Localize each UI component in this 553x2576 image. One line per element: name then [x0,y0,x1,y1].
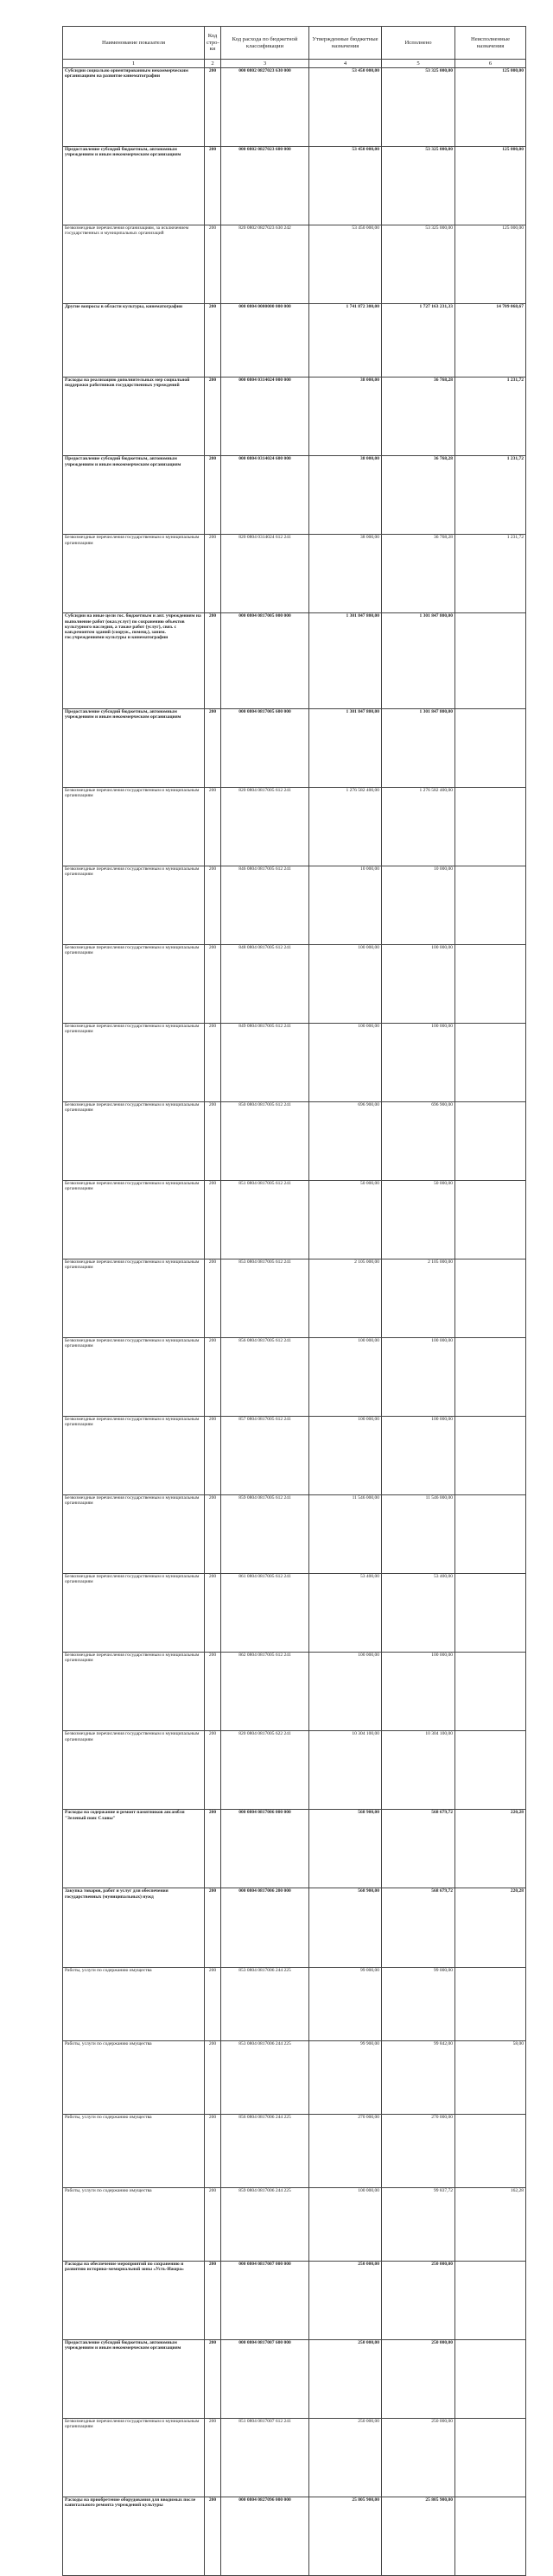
table-row [63,2114,526,2187]
row-executed-cell: 36 768,28 [382,378,455,456]
table-row [63,1259,526,1337]
row-approved-cell: 38 000,00 [309,456,382,535]
row-approved-cell: 568 900,00 [309,1810,382,1888]
row-executed-cell: 2 105 000,00 [382,1259,455,1337]
row-name-cell: Безвозмездные перечисления государственным и муниципальным организациям [63,944,205,1023]
row-approved-cell: 100 000,00 [309,944,382,1023]
row-name-cell: Закупка товаров, работ и услуг для обеспечения государственных (муниципальных) нужд [63,1888,205,1967]
row-name-cell: Безвозмездные перечисления государственным и муниципальным организациям [63,1023,205,1101]
row-expense-code-cell: 000 0804 0817005 000 000 [221,613,309,708]
column-number: 1 [63,60,205,68]
row-executed-cell: 100 000,00 [382,1338,455,1417]
row-expense-code-cell: 820 0804 0314024 612 241 [221,535,309,613]
table-row [63,1417,526,1495]
table-row [63,2497,526,2575]
table-row [63,535,526,613]
row-line-code-cell: 200 [205,1180,221,1259]
row-executed-cell: 250 000,00 [382,2418,455,2497]
row-approved-cell: 100 000,00 [309,1338,382,1417]
row-approved-cell: 11 546 000,00 [309,1495,382,1574]
row-name-cell: Работы, услуги по содержанию имущества [63,2187,205,2261]
row-approved-cell: 25 805 900,00 [309,2497,382,2575]
row-line-code-cell: 200 [205,944,221,1023]
row-executed-cell: 99 000,00 [382,1967,455,2040]
row-expense-code-cell: 820 0804 0817005 622 241 [221,1731,309,1810]
row-line-code-cell: 200 [205,1574,221,1653]
table-row [63,1180,526,1259]
row-expense-code-cell: 862 0804 0817005 612 241 [221,1653,309,1731]
row-approved-cell: 99 000,00 [309,1967,382,2040]
row-executed-cell: 36 768,28 [382,456,455,535]
row-executed-cell: 25 805 900,00 [382,2497,455,2575]
row-remaining-cell [455,1101,526,1180]
row-expense-code-cell: 853 0804 0817005 612 241 [221,1259,309,1337]
row-remaining-cell [455,2497,526,2575]
column-number: 3 [221,60,309,68]
row-remaining-cell [455,1259,526,1337]
row-line-code-cell: 200 [205,613,221,708]
row-approved-cell: 1 741 872 300,00 [309,304,382,378]
row-remaining-cell: 125 000,00 [455,68,526,147]
row-remaining-cell [455,2418,526,2497]
row-line-code-cell: 200 [205,2497,221,2575]
row-approved-cell: 10 000,00 [309,866,382,944]
row-name-cell: Безвозмездные перечисления государственным и муниципальным организациям [63,1338,205,1417]
row-name-cell: Расходы на приобретение оборудования для вводимых после капитального ремонта учреждений культуры [63,2497,205,2575]
row-name-cell: Расходы на содержание и ремонт памятников ансамбля "Зеленый пояс Славы" [63,1810,205,1888]
table-row [63,1338,526,1417]
row-expense-code-cell: 000 0804 0817005 600 000 [221,708,309,787]
row-remaining-cell [455,1023,526,1101]
row-expense-code-cell: 856 0804 0817006 244 225 [221,2114,309,2187]
row-expense-code-cell: 861 0804 0817005 612 241 [221,1574,309,1653]
row-name-cell: Расходы на обеспечение мероприятий по сохранению и развитию историко-мемориальной зоны «Усть-Ижора» [63,2261,205,2339]
row-expense-code-cell: 856 0804 0817005 612 241 [221,1338,309,1417]
row-expense-code-cell: 849 0804 0817005 612 241 [221,1023,309,1101]
row-remaining-cell: 58,00 [455,2040,526,2114]
row-name-cell: Предоставление субсидий бюджетным, автономным учреждениям и иным некоммерческим организациям [63,147,205,225]
row-executed-cell: 53 400,00 [382,1574,455,1653]
row-line-code-cell: 200 [205,378,221,456]
row-line-code-cell: 200 [205,1259,221,1337]
table-row [63,2418,526,2497]
table-row [63,225,526,304]
table-row [63,1888,526,1967]
row-line-code-cell: 200 [205,2418,221,2497]
row-expense-code-cell: 850 0804 0817005 612 241 [221,1101,309,1180]
row-name-cell: Безвозмездные перечисления государственным и муниципальным организациям [63,1495,205,1574]
row-executed-cell: 100 000,00 [382,1417,455,1495]
row-executed-cell: 50 000,00 [382,1180,455,1259]
row-expense-code-cell: 846 0804 0817005 612 241 [221,866,309,944]
row-expense-code-cell: 851 0804 0817007 612 241 [221,2418,309,2497]
row-executed-cell: 53 325 000,00 [382,147,455,225]
row-executed-cell: 36 768,28 [382,535,455,613]
row-name-cell: Безвозмездные перечисления государственным и муниципальным организациям [63,787,205,866]
row-line-code-cell: 200 [205,1495,221,1574]
row-line-code-cell: 200 [205,1101,221,1180]
row-remaining-cell: 1 231,72 [455,456,526,535]
table-row [63,147,526,225]
row-approved-cell: 270 000,00 [309,2114,382,2187]
row-approved-cell: 696 900,00 [309,1101,382,1180]
header-line-code: Код стро-ки [205,27,221,60]
row-line-code-cell: 200 [205,1653,221,1731]
row-approved-cell: 1 301 847 800,00 [309,708,382,787]
row-name-cell: Субсидии на иные цели гос. бюджетным и авт. учреждениям на выполнение работ (оказ.услуг) по сохранению объектов культурного наследия, а также работ (услуг), связ. с кап.ремонтом зданий (сооруж., помещ.), заним. гос.учреждениями культуры и кинематографии [63,613,205,708]
row-approved-cell: 2 105 000,00 [309,1259,382,1337]
row-approved-cell: 53 450 000,00 [309,147,382,225]
row-remaining-cell: 14 709 068,67 [455,304,526,378]
header-executed: Исполнено [382,27,455,60]
row-executed-cell: 1 301 847 800,00 [382,708,455,787]
row-expense-code-cell: 000 0804 0314024 600 000 [221,456,309,535]
row-remaining-cell [455,1495,526,1574]
column-number: 5 [382,60,455,68]
row-executed-cell: 53 325 000,00 [382,225,455,304]
row-name-cell: Предоставление субсидий бюджетным, автономным учреждениям и иным некоммерческим организациям [63,456,205,535]
row-line-code-cell: 200 [205,1810,221,1888]
row-line-code-cell: 200 [205,1023,221,1101]
row-remaining-cell [455,787,526,866]
column-number-row [63,60,526,68]
row-expense-code-cell: 853 0804 0817006 244 225 [221,1967,309,2040]
row-name-cell: Безвозмездные перечисления государственным и муниципальным организациям [63,1101,205,1180]
header-remaining: Неисполненные назначения [455,27,526,60]
row-remaining-cell [455,613,526,708]
row-executed-cell: 568 679,72 [382,1888,455,1967]
row-line-code-cell: 200 [205,535,221,613]
report-page [62,26,525,2576]
row-approved-cell: 250 000,00 [309,2261,382,2339]
row-name-cell: Безвозмездные перечисления государственным и муниципальным организациям [63,2418,205,2497]
row-approved-cell: 100 000,00 [309,1417,382,1495]
row-name-cell: Безвозмездные перечисления государственным и муниципальным организациям [63,1653,205,1731]
table-row [63,1495,526,1574]
row-executed-cell: 99 837,72 [382,2187,455,2261]
column-number: 2 [205,60,221,68]
row-line-code-cell: 200 [205,2261,221,2339]
table-row [63,2040,526,2114]
row-name-cell: Работы, услуги по содержанию имущества [63,2114,205,2187]
row-remaining-cell [455,2339,526,2418]
row-expense-code-cell: 853 0804 0817006 244 225 [221,2040,309,2114]
row-executed-cell: 11 546 000,00 [382,1495,455,1574]
table-row [63,456,526,535]
row-remaining-cell [455,1731,526,1810]
row-executed-cell: 99 842,00 [382,2040,455,2114]
row-expense-code-cell: 000 0804 0817007 000 000 [221,2261,309,2339]
row-expense-code-cell: 859 0804 0817005 612 241 [221,1495,309,1574]
table-row [63,866,526,944]
table-row [63,1023,526,1101]
row-line-code-cell: 200 [205,68,221,147]
row-name-cell: Безвозмездные перечисления государственным и муниципальным организациям [63,866,205,944]
row-name-cell: Безвозмездные перечисления организациям, за исключением государственных и муниципальных организаций [63,225,205,304]
row-executed-cell: 100 000,00 [382,1653,455,1731]
row-name-cell: Безвозмездные перечисления государственным и муниципальным организациям [63,535,205,613]
row-approved-cell: 568 900,00 [309,1888,382,1967]
row-line-code-cell: 200 [205,2187,221,2261]
header-approved: Утвержденные бюджетные назначения [309,27,382,60]
table-row [63,613,526,708]
table-row [63,1810,526,1888]
row-line-code-cell: 200 [205,2040,221,2114]
column-number: 6 [455,60,526,68]
row-remaining-cell: 220,28 [455,1810,526,1888]
row-name-cell: Безвозмездные перечисления государственным и муниципальным организациям [63,1180,205,1259]
row-remaining-cell [455,1417,526,1495]
row-approved-cell: 10 304 100,00 [309,1731,382,1810]
row-line-code-cell: 200 [205,787,221,866]
row-remaining-cell [455,944,526,1023]
row-executed-cell: 696 900,00 [382,1101,455,1180]
table-row [63,708,526,787]
table-row [63,2187,526,2261]
row-remaining-cell [455,1574,526,1653]
table-row [63,1653,526,1731]
row-executed-cell: 100 000,00 [382,944,455,1023]
row-executed-cell: 10 000,00 [382,866,455,944]
row-expense-code-cell: 000 0802 0827023 630 000 [221,68,309,147]
row-line-code-cell: 200 [205,1417,221,1495]
row-line-code-cell: 200 [205,2339,221,2418]
row-remaining-cell: 125 000,00 [455,147,526,225]
row-expense-code-cell: 859 0804 0817006 244 225 [221,2187,309,2261]
table-row [63,1731,526,1810]
row-name-cell: Безвозмездные перечисления государственным и муниципальным организациям [63,1417,205,1495]
row-name-cell: Расходы на реализацию дополнительных мер социальной поддержки работников государственных учреждений [63,378,205,456]
row-approved-cell: 1 301 847 800,00 [309,613,382,708]
row-expense-code-cell: 000 0804 0817006 200 000 [221,1888,309,1967]
row-name-cell: Работы, услуги по содержанию имущества [63,1967,205,2040]
row-executed-cell: 1 301 847 800,00 [382,613,455,708]
row-executed-cell: 1 727 163 231,33 [382,304,455,378]
row-expense-code-cell: 000 0804 0817006 000 000 [221,1810,309,1888]
column-number: 4 [309,60,382,68]
row-line-code-cell: 200 [205,456,221,535]
row-approved-cell: 38 000,00 [309,378,382,456]
row-expense-code-cell: 820 0804 0817005 612 241 [221,787,309,866]
row-remaining-cell [455,866,526,944]
row-remaining-cell [455,1338,526,1417]
table-row [63,68,526,147]
row-expense-code-cell: 851 0804 0817005 612 241 [221,1180,309,1259]
table-row [63,1967,526,2040]
row-remaining-cell [455,1180,526,1259]
row-approved-cell: 1 276 582 400,00 [309,787,382,866]
row-approved-cell: 38 000,00 [309,535,382,613]
budget-execution-table [62,26,526,2576]
row-approved-cell: 50 000,00 [309,1180,382,1259]
row-name-cell: Безвозмездные перечисления государственным и муниципальным организациям [63,1731,205,1810]
row-expense-code-cell: 000 0804 0314024 000 000 [221,378,309,456]
row-line-code-cell: 200 [205,1338,221,1417]
row-line-code-cell: 200 [205,866,221,944]
row-line-code-cell: 200 [205,1888,221,1967]
row-executed-cell: 568 679,72 [382,1810,455,1888]
row-approved-cell: 100 000,00 [309,1653,382,1731]
row-remaining-cell [455,1653,526,1731]
row-expense-code-cell: 848 0804 0817005 612 241 [221,944,309,1023]
row-remaining-cell [455,2261,526,2339]
row-name-cell: Предоставление субсидий бюджетным, автономным учреждениям и иным некоммерческим организациям [63,2339,205,2418]
row-remaining-cell [455,708,526,787]
row-expense-code-cell: 000 0802 0827023 600 000 [221,147,309,225]
row-approved-cell: 53 450 000,00 [309,225,382,304]
table-row [63,378,526,456]
row-remaining-cell: 1 231,72 [455,535,526,613]
row-line-code-cell: 200 [205,2114,221,2187]
row-name-cell: Работы, услуги по содержанию имущества [63,2040,205,2114]
row-approved-cell: 250 000,00 [309,2418,382,2497]
table-row [63,787,526,866]
row-line-code-cell: 200 [205,1967,221,2040]
table-row [63,2261,526,2339]
row-line-code-cell: 200 [205,147,221,225]
row-approved-cell: 100 000,00 [309,2187,382,2261]
row-line-code-cell: 200 [205,708,221,787]
row-remaining-cell: 220,28 [455,1888,526,1967]
table-body [63,68,526,2576]
header-expense-code: Код расхода по бюджетной классификации [221,27,309,60]
table-row [63,944,526,1023]
row-executed-cell: 1 276 582 400,00 [382,787,455,866]
row-expense-code-cell: 000 0804 0817007 600 000 [221,2339,309,2418]
table-row [63,1101,526,1180]
row-approved-cell: 99 900,00 [309,2040,382,2114]
row-name-cell: Предоставление субсидий бюджетным, автономным учреждениям и иным некоммерческим организациям [63,708,205,787]
row-remaining-cell [455,1967,526,2040]
table-row [63,304,526,378]
row-executed-cell: 10 304 100,00 [382,1731,455,1810]
row-expense-code-cell: 000 0804 0827096 000 000 [221,2497,309,2575]
row-line-code-cell: 200 [205,225,221,304]
row-name-cell: Безвозмездные перечисления государственным и муниципальным организациям [63,1259,205,1337]
row-executed-cell: 100 000,00 [382,1023,455,1101]
row-executed-cell: 53 325 000,00 [382,68,455,147]
table-row [63,2339,526,2418]
row-executed-cell: 250 000,00 [382,2261,455,2339]
row-remaining-cell: 162,28 [455,2187,526,2261]
row-expense-code-cell: 857 0804 0817005 612 241 [221,1417,309,1495]
row-approved-cell: 53 450 000,00 [309,68,382,147]
row-expense-code-cell: 820 0802 0827023 630 242 [221,225,309,304]
header-name: Наименование показателя [63,27,205,60]
header-row [63,27,526,60]
row-approved-cell: 53 400,00 [309,1574,382,1653]
row-approved-cell: 100 000,00 [309,1023,382,1101]
row-expense-code-cell: 000 0804 0000000 000 000 [221,304,309,378]
row-executed-cell: 270 000,00 [382,2114,455,2187]
row-executed-cell: 250 000,00 [382,2339,455,2418]
row-line-code-cell: 200 [205,304,221,378]
row-line-code-cell: 200 [205,1731,221,1810]
row-name-cell: Безвозмездные перечисления государственным и муниципальным организациям [63,1574,205,1653]
row-name-cell: Субсидии социально ориентированным некоммерческим организациям на развитие кинематографии [63,68,205,147]
row-remaining-cell: 1 231,72 [455,378,526,456]
row-name-cell: Другие вопросы в области культуры, кинематографии [63,304,205,378]
row-remaining-cell: 125 000,00 [455,225,526,304]
row-remaining-cell [455,2114,526,2187]
row-approved-cell: 250 000,00 [309,2339,382,2418]
table-row [63,1574,526,1653]
